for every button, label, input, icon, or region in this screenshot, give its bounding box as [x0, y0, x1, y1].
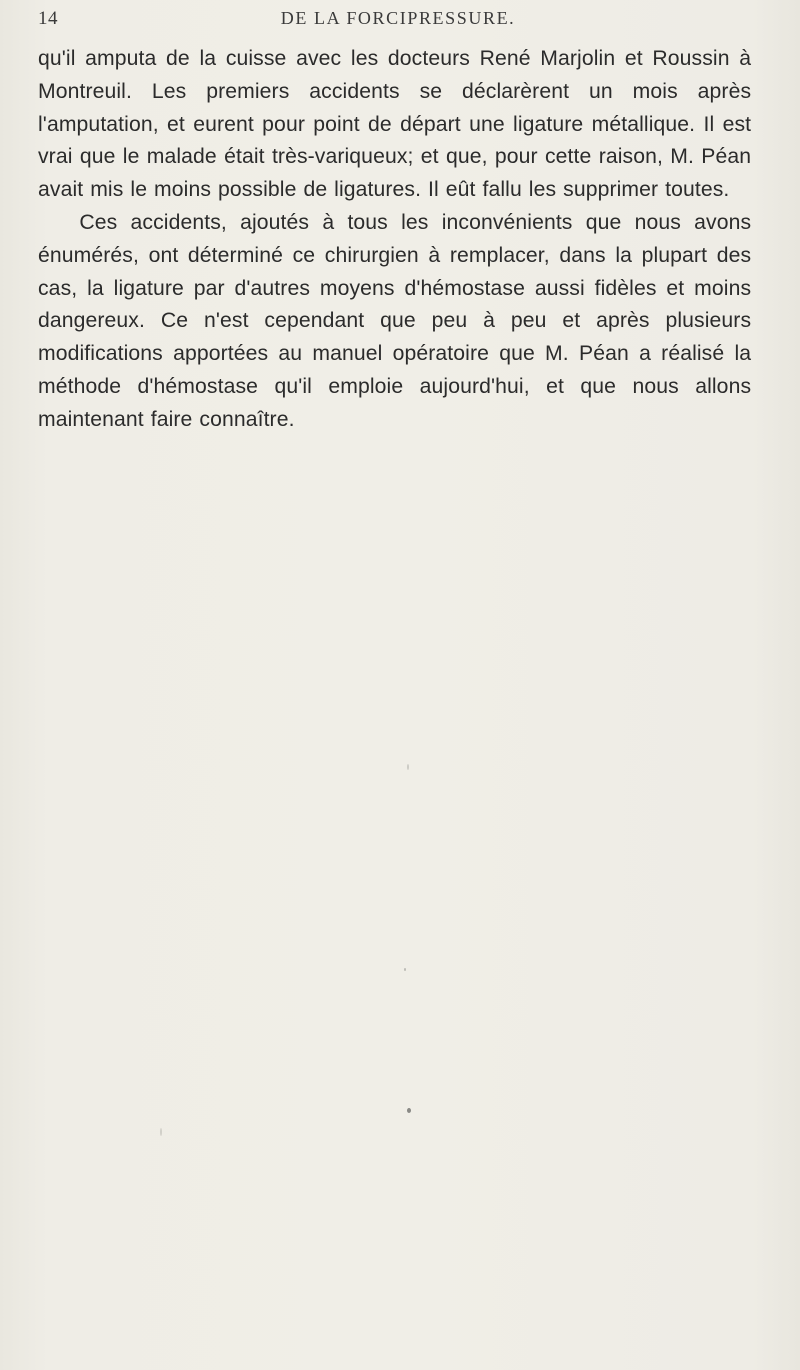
paper-speck [407, 764, 409, 770]
paragraph-continuation: qu'il amputa de la cuisse avec les docteurs René Marjolin et Roussin à Montreuil. Les premiers accidents se déclarèrent un mois après l'amputation, et eurent pour point de départ une ligature métallique. Il est vrai que le malade était très-variqueux; et que, pour cette raison, M. Péan avait mis le moins possible de ligatures. Il eût fallu les supprimer toutes. [38, 46, 752, 202]
paper-speck [404, 968, 406, 971]
paper-speck [407, 1108, 411, 1113]
running-title: DE LA FORCIPRESSURE. [280, 8, 516, 28]
paragraph-accidents: Ces accidents, ajoutés à tous les inconvénients que nous avons énumérés, ont déterminé ce chirurgien à remplacer, dans la plupart des cas, la ligature par d'autres moyens d'hémostase aussi fidèles et moins dangereux. Ce n'est cependant que peu à peu et après plusieurs modifications apportées au manuel opératoire que M. Péan a réalisé la méthode d'hémostase qu'il emploie aujourd'hui, et que nous allons maintenant faire connaître. [38, 209, 752, 431]
body-text [38, 42, 751, 436]
paper-speck [160, 1128, 162, 1136]
running-header [38, 8, 758, 34]
page-number: 14 [38, 8, 58, 29]
